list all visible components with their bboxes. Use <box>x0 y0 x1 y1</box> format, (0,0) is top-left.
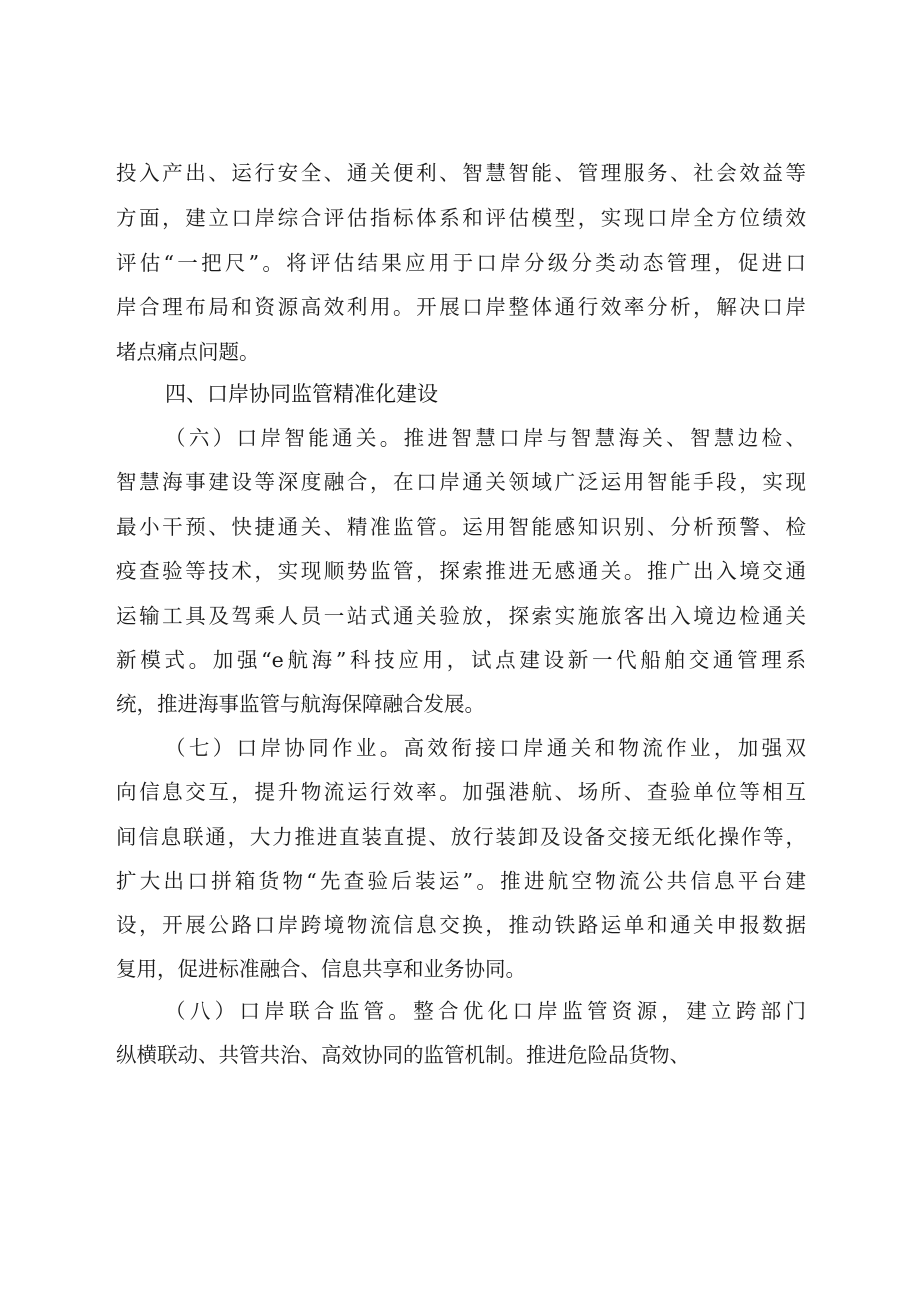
paragraph-6-line-4: 疫查验等技术，实现顺势监管，探索推进无感通关。推广出入境交通 <box>116 559 806 583</box>
paragraph-8-line-2: 纵横联动、共管共治、高效协同的监管机制。推进危险品货物、 <box>116 1043 690 1067</box>
paragraph-8-line-1: （八）口岸联合监管。整合优化口岸监管资源，建立跨部门 <box>165 999 806 1023</box>
paragraph-continued-line-5: 堵点痛点问题。 <box>116 340 260 364</box>
paragraph-7-line-1: （七）口岸协同作业。高效衔接口岸通关和物流作业，加强双 <box>165 736 806 760</box>
paragraph-6-line-6: 新模式。加强“e航海”科技应用，试点建设新一代船舶交通管理系 <box>116 648 806 672</box>
paragraph-7-line-4: 扩大出口拼箱货物“先查验后装运”。推进航空物流公共信息平台建 <box>116 869 806 893</box>
paragraph-7-line-6: 复用，促进标准融合、信息共享和业务协同。 <box>116 957 526 981</box>
paragraph-continued-line-1: 投入产出、运行安全、通关便利、智慧智能、管理服务、社会效益等 <box>116 161 806 185</box>
paragraph-continued-line-4: 岸合理布局和资源高效利用。开展口岸整体通行效率分析，解决口岸 <box>116 295 806 319</box>
section-heading: 四、口岸协同监管精准化建设 <box>165 382 438 406</box>
paragraph-continued-line-3: 评估“一把尺”。将评估结果应用于口岸分级分类动态管理，促进口 <box>116 251 806 275</box>
paragraph-6-line-5: 运输工具及驾乘人员一站式通关验放，探索实施旅客出入境边检通关 <box>116 604 806 628</box>
paragraph-6-line-2: 智慧海事建设等深度融合，在口岸通关领域广泛运用智能手段，实现 <box>116 470 806 494</box>
paragraph-7-line-5: 设，开展公路口岸跨境物流信息交换，推动铁路运单和通关申报数据 <box>116 913 806 937</box>
paragraph-6-line-3: 最小干预、快捷通关、精准监管。运用智能感知识别、分析预警、检 <box>116 515 806 539</box>
paragraph-6-line-7: 统，推进海事监管与航海保障融合发展。 <box>116 692 485 716</box>
paragraph-7-line-2: 向信息交互，提升物流运行效率。加强港航、场所、查验单位等相互 <box>116 780 806 804</box>
paragraph-continued-line-2: 方面，建立口岸综合评估指标体系和评估模型，实现口岸全方位绩效 <box>116 206 806 230</box>
paragraph-6-line-1: （六）口岸智能通关。推进智慧口岸与智慧海关、智慧边检、 <box>165 426 806 450</box>
paragraph-7-line-3: 间信息联通，大力推进直装直提、放行装卸及设备交接无纸化操作等， <box>116 825 806 849</box>
